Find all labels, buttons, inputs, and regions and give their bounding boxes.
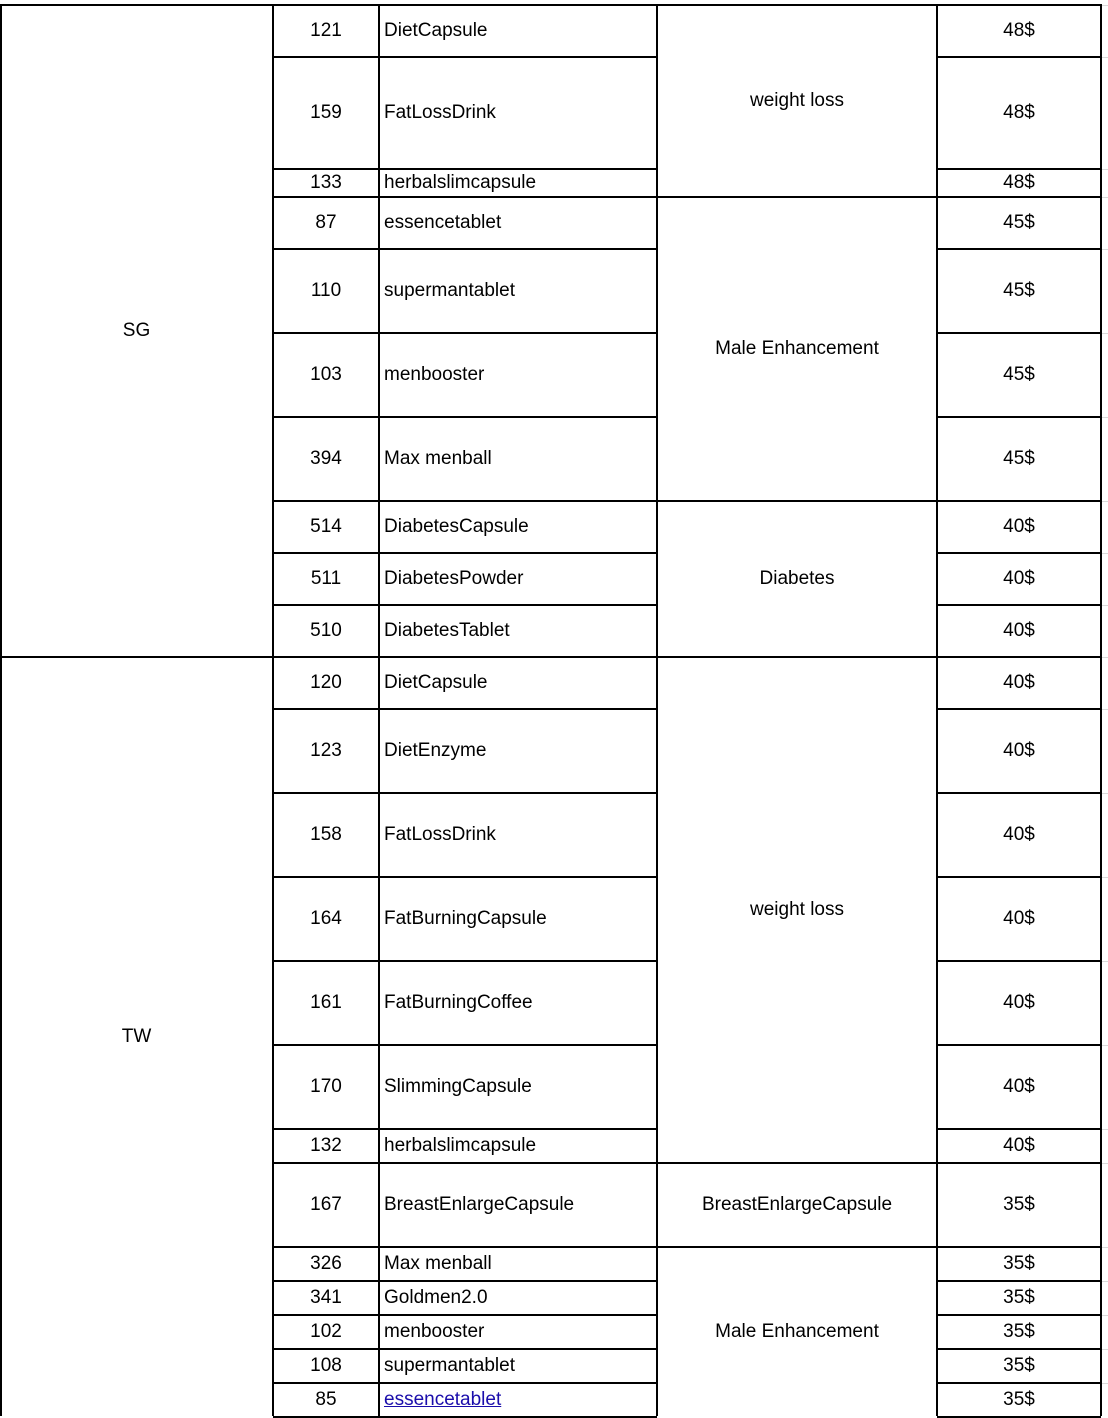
cell-id[interactable] — [273, 1349, 379, 1383]
cell-id-text: 108 — [310, 1355, 342, 1376]
cell-id[interactable] — [273, 57, 379, 169]
cell-price[interactable] — [937, 657, 1101, 709]
cell-price-text: 35$ — [1003, 1287, 1035, 1308]
column-border — [272, 4, 274, 1416]
cell-price-text: 40$ — [1003, 1076, 1035, 1097]
cell-product[interactable] — [379, 793, 657, 877]
cell-category[interactable] — [657, 657, 937, 1163]
gridline-faint — [1101, 961, 1108, 962]
gridline-faint — [1101, 1281, 1108, 1282]
gridline-faint — [1101, 709, 1108, 710]
cell-product[interactable] — [379, 877, 657, 961]
cell-product-text: herbalslimcapsule — [384, 172, 537, 193]
cell-price-text: 40$ — [1003, 908, 1035, 929]
cell-product[interactable] — [379, 1383, 657, 1417]
cell-product[interactable] — [379, 1281, 657, 1315]
cell-id[interactable] — [273, 605, 379, 657]
cell-price[interactable] — [937, 1129, 1101, 1163]
cell-product-text: DiabetesCapsule — [384, 516, 529, 537]
cell-price[interactable] — [937, 1315, 1101, 1349]
cell-product-text: supermantablet — [384, 1355, 515, 1376]
cell-product-text: DiabetesTablet — [384, 620, 510, 641]
cell-id[interactable] — [273, 657, 379, 709]
cell-product-text: menbooster — [384, 1321, 485, 1342]
cell-price-text: 48$ — [1003, 102, 1035, 123]
cell-product[interactable] — [379, 1315, 657, 1349]
cell-price-text: 40$ — [1003, 1135, 1035, 1156]
cell-id-text: 394 — [310, 448, 342, 469]
cell-category[interactable] — [657, 197, 937, 501]
gridline-faint — [1101, 657, 1108, 658]
cell-price[interactable] — [937, 553, 1101, 605]
cell-price[interactable] — [937, 249, 1101, 333]
cell-id-text: 133 — [310, 172, 342, 193]
cell-id-text: 161 — [310, 992, 342, 1013]
cell-id[interactable] — [273, 5, 379, 57]
cell-id[interactable] — [273, 877, 379, 961]
cell-price-text: 35$ — [1003, 1253, 1035, 1274]
cell-region-text: SG — [122, 320, 151, 341]
gridline-faint — [1101, 1163, 1108, 1164]
cell-category-text: weight loss — [750, 90, 844, 111]
gridline-faint — [1101, 249, 1108, 250]
cell-category-text: Male Enhancement — [715, 338, 879, 359]
cell-price-text: 40$ — [1003, 672, 1035, 693]
gridline-faint — [1101, 1129, 1108, 1130]
cell-product[interactable] — [379, 709, 657, 793]
cell-id-text: 158 — [310, 824, 342, 845]
gridline-faint — [1101, 169, 1108, 170]
cell-product-text: DiabetesPowder — [384, 568, 524, 589]
cell-product[interactable] — [379, 197, 657, 249]
cell-price[interactable] — [937, 169, 1101, 197]
cell-region[interactable] — [0, 657, 273, 1417]
cell-product[interactable] — [379, 57, 657, 169]
cell-price-text: 35$ — [1003, 1321, 1035, 1342]
gridline-faint — [1101, 877, 1108, 878]
cell-price-text: 35$ — [1003, 1389, 1035, 1410]
cell-price-text: 45$ — [1003, 212, 1035, 233]
cell-category[interactable] — [657, 5, 937, 197]
cell-id-text: 159 — [310, 102, 342, 123]
cell-price-text: 45$ — [1003, 364, 1035, 385]
cell-product-text: DietCapsule — [384, 672, 488, 693]
cell-category[interactable] — [657, 501, 937, 657]
cell-product[interactable] — [379, 1163, 657, 1247]
cell-category-text: BreastEnlargeCapsule — [701, 1194, 893, 1215]
gridline-faint — [1101, 417, 1108, 418]
cell-product-text: menbooster — [384, 364, 485, 385]
cell-price[interactable] — [937, 197, 1101, 249]
column-border — [378, 4, 380, 1416]
gridline-faint — [1101, 333, 1108, 334]
cell-product[interactable] — [379, 1349, 657, 1383]
cell-id-text: 164 — [310, 908, 342, 929]
cell-id[interactable] — [273, 961, 379, 1045]
cell-price-text: 45$ — [1003, 448, 1035, 469]
cell-price-text: 40$ — [1003, 568, 1035, 589]
cell-id[interactable] — [273, 1247, 379, 1281]
cell-price[interactable] — [937, 1045, 1101, 1129]
cell-id-text: 123 — [310, 740, 342, 761]
cell-id[interactable] — [273, 553, 379, 605]
cell-price[interactable] — [937, 1383, 1101, 1417]
cell-id-text: 121 — [310, 20, 342, 41]
cell-product-text: FatBurningCoffee — [384, 992, 533, 1013]
gridline-faint — [1101, 197, 1108, 198]
cell-id[interactable] — [273, 793, 379, 877]
cell-id[interactable] — [273, 709, 379, 793]
cell-id-text: 511 — [310, 568, 342, 589]
cell-price-text: 40$ — [1003, 516, 1035, 537]
cell-product-text: DietEnzyme — [384, 740, 487, 761]
cell-product-text: supermantablet — [384, 280, 515, 301]
cell-price[interactable] — [937, 961, 1101, 1045]
cell-product[interactable] — [379, 5, 657, 57]
cell-id-text: 110 — [310, 280, 342, 301]
cell-product[interactable] — [379, 605, 657, 657]
cell-id-text: 85 — [315, 1389, 337, 1410]
column-border — [656, 4, 658, 1416]
cell-price[interactable] — [937, 1281, 1101, 1315]
gridline-faint — [1101, 553, 1108, 554]
cell-price[interactable] — [937, 709, 1101, 793]
column-border — [1100, 4, 1102, 1416]
cell-price[interactable] — [937, 333, 1101, 417]
cell-id[interactable] — [273, 1281, 379, 1315]
gridline-faint — [1101, 1045, 1108, 1046]
column-border — [0, 4, 2, 1416]
cell-price-text: 35$ — [1003, 1194, 1035, 1215]
cell-product[interactable] — [379, 249, 657, 333]
cell-price[interactable] — [937, 5, 1101, 57]
cell-price-text: 48$ — [1003, 20, 1035, 41]
cell-product[interactable] — [379, 417, 657, 501]
cell-price[interactable] — [937, 605, 1101, 657]
gridline-faint — [1101, 793, 1108, 794]
cell-product-text: FatLossDrink — [384, 824, 496, 845]
cell-price[interactable] — [937, 793, 1101, 877]
cell-price-text: 40$ — [1003, 992, 1035, 1013]
cell-id[interactable] — [273, 1045, 379, 1129]
cell-product-text[interactable]: essencetablet — [384, 1389, 502, 1410]
gridline-faint — [1101, 605, 1108, 606]
cell-product-text: essencetablet — [384, 212, 502, 233]
cell-product[interactable] — [379, 657, 657, 709]
cell-price-text: 35$ — [1003, 1355, 1035, 1376]
cell-id-text: 510 — [310, 620, 342, 641]
cell-product-text: DietCapsule — [384, 20, 488, 41]
cell-price[interactable] — [937, 417, 1101, 501]
cell-price-text: 40$ — [1003, 824, 1035, 845]
cell-price-text: 45$ — [1003, 280, 1035, 301]
cell-category-text: weight loss — [750, 899, 844, 920]
cell-id[interactable] — [273, 1315, 379, 1349]
cell-price[interactable] — [937, 1163, 1101, 1247]
cell-price[interactable] — [937, 57, 1101, 169]
cell-product[interactable] — [379, 1129, 657, 1163]
cell-id-text: 167 — [310, 1194, 342, 1215]
gridline-faint — [1101, 5, 1108, 6]
gridline-faint — [1101, 1247, 1108, 1248]
cell-id-text: 326 — [310, 1253, 342, 1274]
column-border — [936, 4, 938, 1416]
cell-product[interactable] — [379, 333, 657, 417]
cell-id[interactable] — [273, 417, 379, 501]
cell-id[interactable] — [273, 169, 379, 197]
cell-id[interactable] — [273, 249, 379, 333]
cell-id[interactable] — [273, 1129, 379, 1163]
cell-product[interactable] — [379, 961, 657, 1045]
cell-id-text: 170 — [310, 1076, 342, 1097]
gridline-faint — [1101, 57, 1108, 58]
cell-id-text: 103 — [310, 364, 342, 385]
cell-category-text: Male Enhancement — [715, 1321, 879, 1342]
cell-id-text: 132 — [310, 1135, 342, 1156]
cell-product-text: Max menball — [384, 1253, 492, 1274]
cell-id[interactable] — [273, 333, 379, 417]
cell-id[interactable] — [273, 1383, 379, 1417]
cell-category-text: Diabetes — [759, 568, 835, 589]
cell-price-text: 48$ — [1003, 172, 1035, 193]
cell-product-text: SlimmingCapsule — [384, 1076, 532, 1097]
cell-price-text: 40$ — [1003, 620, 1035, 641]
cell-category[interactable] — [657, 1163, 937, 1247]
cell-id[interactable] — [273, 501, 379, 553]
cell-region[interactable] — [0, 5, 273, 657]
cell-product[interactable] — [379, 501, 657, 553]
cell-category[interactable] — [657, 1247, 937, 1417]
cell-product-text: FatLossDrink — [384, 102, 496, 123]
gridline-faint — [1101, 1315, 1108, 1316]
cell-price[interactable] — [937, 1247, 1101, 1281]
cell-price[interactable] — [937, 1349, 1101, 1383]
cell-id-text: 341 — [310, 1287, 342, 1308]
cell-product-text: Max menball — [384, 448, 492, 469]
cell-product-text: FatBurningCapsule — [384, 908, 547, 929]
gridline-faint — [1101, 1383, 1108, 1384]
cell-id[interactable] — [273, 1163, 379, 1247]
cell-id-text: 514 — [310, 516, 342, 537]
cell-id-text: 120 — [310, 672, 342, 693]
cell-product[interactable] — [379, 553, 657, 605]
cell-price[interactable] — [937, 501, 1101, 553]
cell-product-text: BreastEnlargeCapsule — [384, 1194, 575, 1215]
cell-price[interactable] — [937, 877, 1101, 961]
cell-product[interactable] — [379, 1247, 657, 1281]
cell-price-text: 40$ — [1003, 740, 1035, 761]
gridline-faint — [1101, 1349, 1108, 1350]
cell-region-text: TW — [121, 1026, 152, 1047]
cell-id[interactable] — [273, 197, 379, 249]
gridline-faint — [1101, 501, 1108, 502]
cell-id-text: 102 — [310, 1321, 342, 1342]
cell-product[interactable] — [379, 1045, 657, 1129]
cell-product-text: Goldmen2.0 — [384, 1287, 488, 1308]
cell-id-text: 87 — [315, 212, 337, 233]
cell-product[interactable] — [379, 169, 657, 197]
cell-product-text: herbalslimcapsule — [384, 1135, 537, 1156]
